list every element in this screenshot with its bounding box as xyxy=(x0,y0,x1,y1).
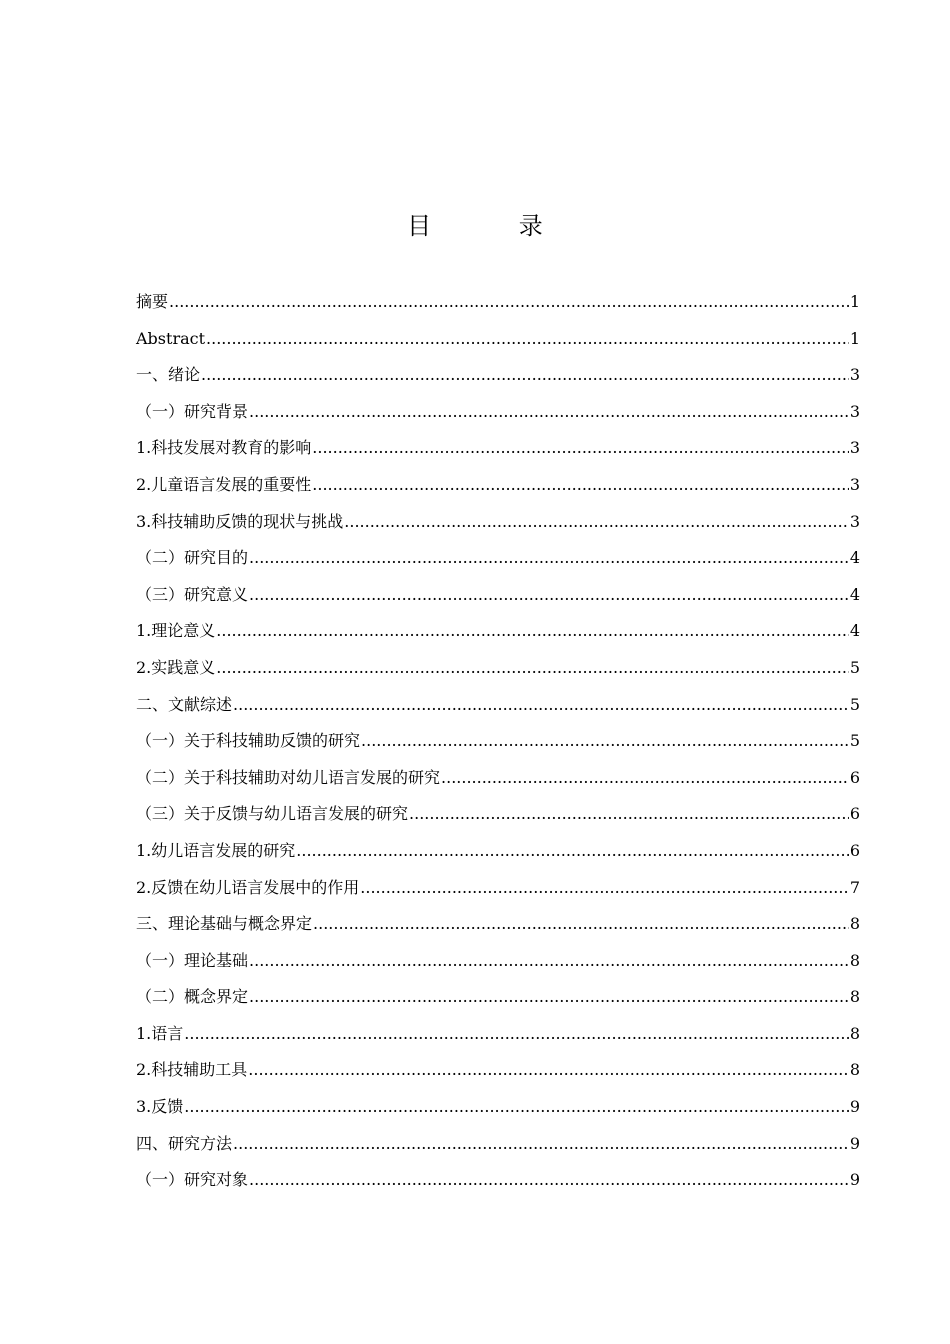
toc-entry-page-number: 9 xyxy=(849,1133,860,1153)
toc-entry-label: （三）研究意义 xyxy=(136,584,249,604)
toc-entry-page-number: 3 xyxy=(849,365,860,385)
toc-entry-label: 1.幼儿语言发展的研究 xyxy=(136,840,296,860)
toc-leader-dots xyxy=(360,870,849,907)
toc-entry[interactable] xyxy=(136,723,860,760)
toc-entry-page-number: 4 xyxy=(849,621,860,641)
toc-entry[interactable] xyxy=(136,1052,860,1089)
toc-entry[interactable] xyxy=(136,504,860,541)
toc-leader-dots xyxy=(216,613,849,650)
toc-entry-page-number: 5 xyxy=(849,657,860,677)
toc-entry-label: Abstract xyxy=(136,328,206,348)
toc-entry-label: （一）研究对象 xyxy=(136,1170,249,1190)
toc-entry-label: 二、文献综述 xyxy=(136,694,233,714)
toc-entry-page-number: 1 xyxy=(849,292,860,311)
toc-entry[interactable] xyxy=(136,906,860,943)
toc-entry-label: 3.科技辅助反馈的现状与挑战 xyxy=(136,511,344,531)
toc-leader-dots xyxy=(233,687,849,724)
toc-entry[interactable] xyxy=(136,540,860,577)
toc-entry-label: 2.实践意义 xyxy=(136,657,216,677)
toc-entry[interactable] xyxy=(136,284,860,321)
toc-entry-page-number: 5 xyxy=(849,694,860,714)
toc-entry-page-number: 9 xyxy=(849,1170,860,1190)
toc-leader-dots xyxy=(249,979,849,1016)
toc-title: 目 录 xyxy=(407,212,583,240)
toc-entry-page-number: 7 xyxy=(849,877,860,897)
toc-leader-dots xyxy=(409,796,849,833)
toc-entry-page-number: 8 xyxy=(849,1060,860,1080)
toc-entry[interactable] xyxy=(136,1016,860,1053)
toc-entry[interactable] xyxy=(136,1126,860,1163)
toc-leader-dots xyxy=(249,540,849,577)
toc-entry-label: （三）关于反馈与幼儿语言发展的研究 xyxy=(136,804,409,824)
toc-entry[interactable] xyxy=(136,870,860,907)
toc-leader-dots xyxy=(248,1052,849,1089)
toc-entry[interactable] xyxy=(136,650,860,687)
toc-entry-label: （一）理论基础 xyxy=(136,950,249,970)
toc-entry-label: 1.语言 xyxy=(136,1023,184,1043)
toc-entry-label: （一）研究背景 xyxy=(136,401,249,421)
toc-entry-label: （一）关于科技辅助反馈的研究 xyxy=(136,731,361,751)
toc-entry[interactable] xyxy=(136,467,860,504)
toc-entry[interactable] xyxy=(136,613,860,650)
toc-entry-page-number: 4 xyxy=(849,584,860,604)
toc-leader-dots xyxy=(249,943,849,980)
toc-leader-dots xyxy=(312,430,849,467)
toc-entry-page-number: 9 xyxy=(849,1097,860,1117)
toc-entry[interactable] xyxy=(136,357,860,394)
toc-leader-dots xyxy=(249,1162,849,1199)
toc-entry-page-number: 6 xyxy=(849,767,860,787)
toc-leader-dots xyxy=(206,321,849,358)
toc-entry[interactable] xyxy=(136,1162,860,1199)
toc-leader-dots xyxy=(249,394,849,431)
toc-leader-dots xyxy=(184,1016,849,1053)
toc-entry-page-number: 3 xyxy=(849,511,860,531)
toc-entry-label: 2.科技辅助工具 xyxy=(136,1060,248,1080)
toc-entry-page-number: 8 xyxy=(849,950,860,970)
toc-leader-dots xyxy=(216,650,849,687)
toc-entry[interactable] xyxy=(136,943,860,980)
toc-entry-label: 1.科技发展对教育的影响 xyxy=(136,438,312,458)
toc-leader-dots xyxy=(312,467,849,504)
toc-entry-page-number: 3 xyxy=(849,474,860,494)
toc-leader-dots xyxy=(361,723,849,760)
toc-entry-page-number: 6 xyxy=(849,840,860,860)
toc-entry-label: 2.儿童语言发展的重要性 xyxy=(136,474,312,494)
toc-leader-dots xyxy=(344,504,849,541)
toc-entry-page-number: 5 xyxy=(849,731,860,751)
toc-leader-dots xyxy=(201,357,849,394)
toc-entry-page-number: 8 xyxy=(849,914,860,934)
toc-entry[interactable] xyxy=(136,833,860,870)
toc-entry-page-number: 3 xyxy=(849,438,860,458)
toc-leader-dots xyxy=(184,1089,849,1126)
toc-entry[interactable] xyxy=(136,760,860,797)
toc-entry-label: （二）关于科技辅助对幼儿语言发展的研究 xyxy=(136,767,441,787)
toc-entry-page-number: 3 xyxy=(849,401,860,421)
toc-entry[interactable] xyxy=(136,430,860,467)
toc-entry[interactable] xyxy=(136,394,860,431)
toc-entry[interactable] xyxy=(136,687,860,724)
toc-entry[interactable] xyxy=(136,577,860,614)
toc-entry-label: （二）概念界定 xyxy=(136,987,249,1007)
toc-entry[interactable] xyxy=(136,321,860,358)
toc-entry-label: 摘要 xyxy=(136,292,169,311)
toc-entry-label: 1.理论意义 xyxy=(136,621,216,641)
toc-entry-label: 三、理论基础与概念界定 xyxy=(136,914,313,934)
toc-entry-label: （二）研究目的 xyxy=(136,548,249,568)
toc-entry-page-number: 6 xyxy=(849,804,860,824)
toc-entry-label: 一、绪论 xyxy=(136,365,201,385)
toc-leader-dots xyxy=(296,833,849,870)
toc-entry[interactable] xyxy=(136,979,860,1016)
toc-leader-dots xyxy=(169,284,849,321)
toc-leader-dots xyxy=(233,1126,849,1163)
toc-entry[interactable] xyxy=(136,796,860,833)
toc-entry-page-number: 4 xyxy=(849,548,860,568)
toc-entry-page-number: 8 xyxy=(849,987,860,1007)
toc-entry-page-number: 1 xyxy=(849,328,860,348)
toc-leader-dots xyxy=(313,906,849,943)
toc-entry-label: 3.反馈 xyxy=(136,1097,184,1117)
table-of-contents xyxy=(136,284,860,1199)
toc-entry-page-number: 8 xyxy=(849,1023,860,1043)
toc-leader-dots xyxy=(249,577,849,614)
toc-entry-label: 2.反馈在幼儿语言发展中的作用 xyxy=(136,877,360,897)
toc-entry-label: 四、研究方法 xyxy=(136,1133,233,1153)
toc-leader-dots xyxy=(441,760,849,797)
toc-entry[interactable] xyxy=(136,1089,860,1126)
